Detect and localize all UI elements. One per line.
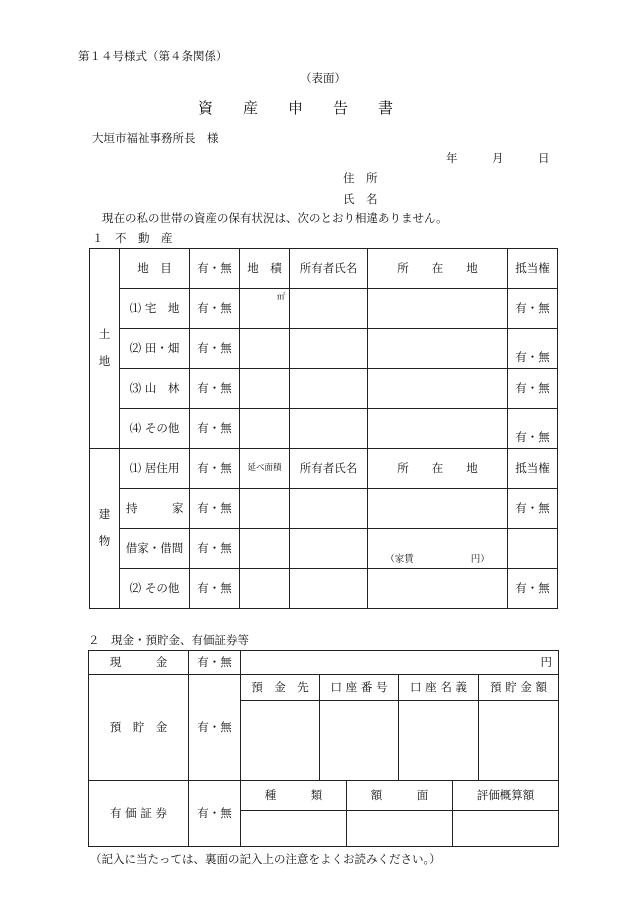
area-cell[interactable] [240,369,290,409]
mortgage-choice[interactable]: 有・無 [508,369,558,409]
owner-cell[interactable] [290,369,368,409]
has-choice[interactable]: 有・無 [190,489,240,529]
name-label: 氏 名 [343,192,378,206]
header-account-number: 口 座 番 号 [320,675,399,701]
page-title: 資 産 申 告 書 [198,99,394,117]
footer-note: （記入に当たっては、裏面の記入上の注意をよくお読みください。） [90,852,441,866]
deposit-label: 預 貯 金 [89,675,189,781]
header-owner: 所有者氏名 [290,449,368,489]
deposit-header-row [89,675,559,701]
owner-cell[interactable] [290,489,368,529]
building-header-row [90,449,558,489]
building-row-other [90,569,558,609]
owner-cell[interactable] [290,529,368,569]
securities-label: 有 価 証 券 [89,781,189,847]
section1-heading: １ 不 動 産 [92,231,173,245]
building-group-label: 建 物 [90,449,120,609]
date-line: 年 月 日 [446,151,550,165]
has-choice[interactable]: 有・無 [190,569,240,609]
header-deposit-amount: 預 貯 金 額 [479,675,559,701]
building-label: ⑵ その他 [120,569,190,609]
location-cell[interactable] [368,489,508,529]
land-group-label: 土 地 [90,249,120,449]
header-has: 有・無 [190,249,240,289]
area-cell[interactable] [240,489,290,529]
security-type-field[interactable] [241,811,347,847]
cash-has-choice[interactable]: 有・無 [189,651,241,675]
rent-field[interactable]: （家賃 円） [368,529,508,569]
location-cell[interactable] [368,409,508,449]
building-label: ⑴ 居住用 [120,449,190,489]
owner-cell[interactable] [290,289,368,329]
has-choice[interactable]: 有・無 [190,329,240,369]
land-row-residential [90,289,558,329]
estimated-value-field[interactable] [453,811,559,847]
yen-unit: 円 [540,654,553,669]
header-mortgage: 抵当権 [508,249,558,289]
land-header-row [90,249,558,289]
header-location: 所 在 地 [368,449,508,489]
has-choice[interactable]: 有・無 [190,529,240,569]
header-bank: 預 金 先 [241,675,320,701]
section2-heading: ２ 現金・預貯金、有価証券等 [88,633,249,647]
header-account-holder: 口 座 名 義 [399,675,479,701]
location-cell[interactable] [368,569,508,609]
form-number: 第１４号様式（第４条関係） [78,49,228,63]
deposit-has-choice[interactable]: 有・無 [189,675,241,781]
mortgage-choice[interactable]: 有・無 [508,289,558,329]
mortgage-choice[interactable]: 有・無 [508,329,558,369]
has-choice[interactable]: 有・無 [190,449,240,489]
mortgage-choice[interactable]: 有・無 [508,569,558,609]
building-label: 借家・借間 [120,529,190,569]
building-row-owned [90,489,558,529]
cash-label: 現 金 [89,651,189,675]
header-location: 所 在 地 [368,249,508,289]
mortgage-choice[interactable]: 有・無 [508,489,558,529]
has-choice[interactable]: 有・無 [190,369,240,409]
addressee: 大垣市福祉事務所長 様 [92,131,219,145]
owner-cell[interactable] [290,569,368,609]
owner-cell[interactable] [290,409,368,449]
building-label: 持 家 [120,489,190,529]
header-land-type: 地 目 [120,249,190,289]
header-area: 地 積 [240,249,290,289]
header-estimated-value: 評価概算額 [453,781,559,811]
header-security-type: 種 類 [241,781,347,811]
land-label: ⑷ その他 [120,409,190,449]
area-cell[interactable] [240,529,290,569]
land-row-forest [90,369,558,409]
location-cell[interactable] [368,289,508,329]
has-choice[interactable]: 有・無 [190,289,240,329]
securities-has-choice[interactable]: 有・無 [189,781,241,847]
declaration: 現在の私の世帯の資産の保有状況は、次のとおり相違ありません。 [102,211,448,225]
securities-header-row [89,781,559,811]
account-holder-field[interactable] [399,701,479,781]
header-mortgage: 抵当権 [508,449,558,489]
real-estate-table [89,248,558,609]
sqm-unit: ㎡ [277,292,285,301]
area-cell[interactable] [240,409,290,449]
face-value-field[interactable] [347,811,453,847]
address-label: 住 所 [343,171,378,185]
side-label: （表面） [300,71,346,85]
cash-row [89,651,559,675]
land-label: ⑴ 宅 地 [120,289,190,329]
land-row-other [90,409,558,449]
deposit-amount-field[interactable] [479,701,559,781]
land-label: ⑵ 田・畑 [120,329,190,369]
location-cell[interactable] [368,369,508,409]
land-row-farmland [90,329,558,369]
area-cell[interactable] [240,329,290,369]
land-label: ⑶ 山 林 [120,369,190,409]
header-face-value: 額 面 [347,781,453,811]
header-owner: 所有者氏名 [290,249,368,289]
account-number-field[interactable] [320,701,399,781]
financial-assets-table [88,650,559,847]
bank-field[interactable] [241,701,320,781]
cash-amount-field[interactable] [241,651,559,675]
mortgage-choice[interactable]: 有・無 [508,409,558,449]
mortgage-cell[interactable] [508,529,558,569]
building-row-rented [90,529,558,569]
header-floor-area: 延べ面積 [240,449,290,489]
location-cell[interactable] [368,329,508,369]
owner-cell[interactable] [290,329,368,369]
area-cell[interactable] [240,289,290,329]
has-choice[interactable]: 有・無 [190,409,240,449]
area-cell[interactable] [240,569,290,609]
